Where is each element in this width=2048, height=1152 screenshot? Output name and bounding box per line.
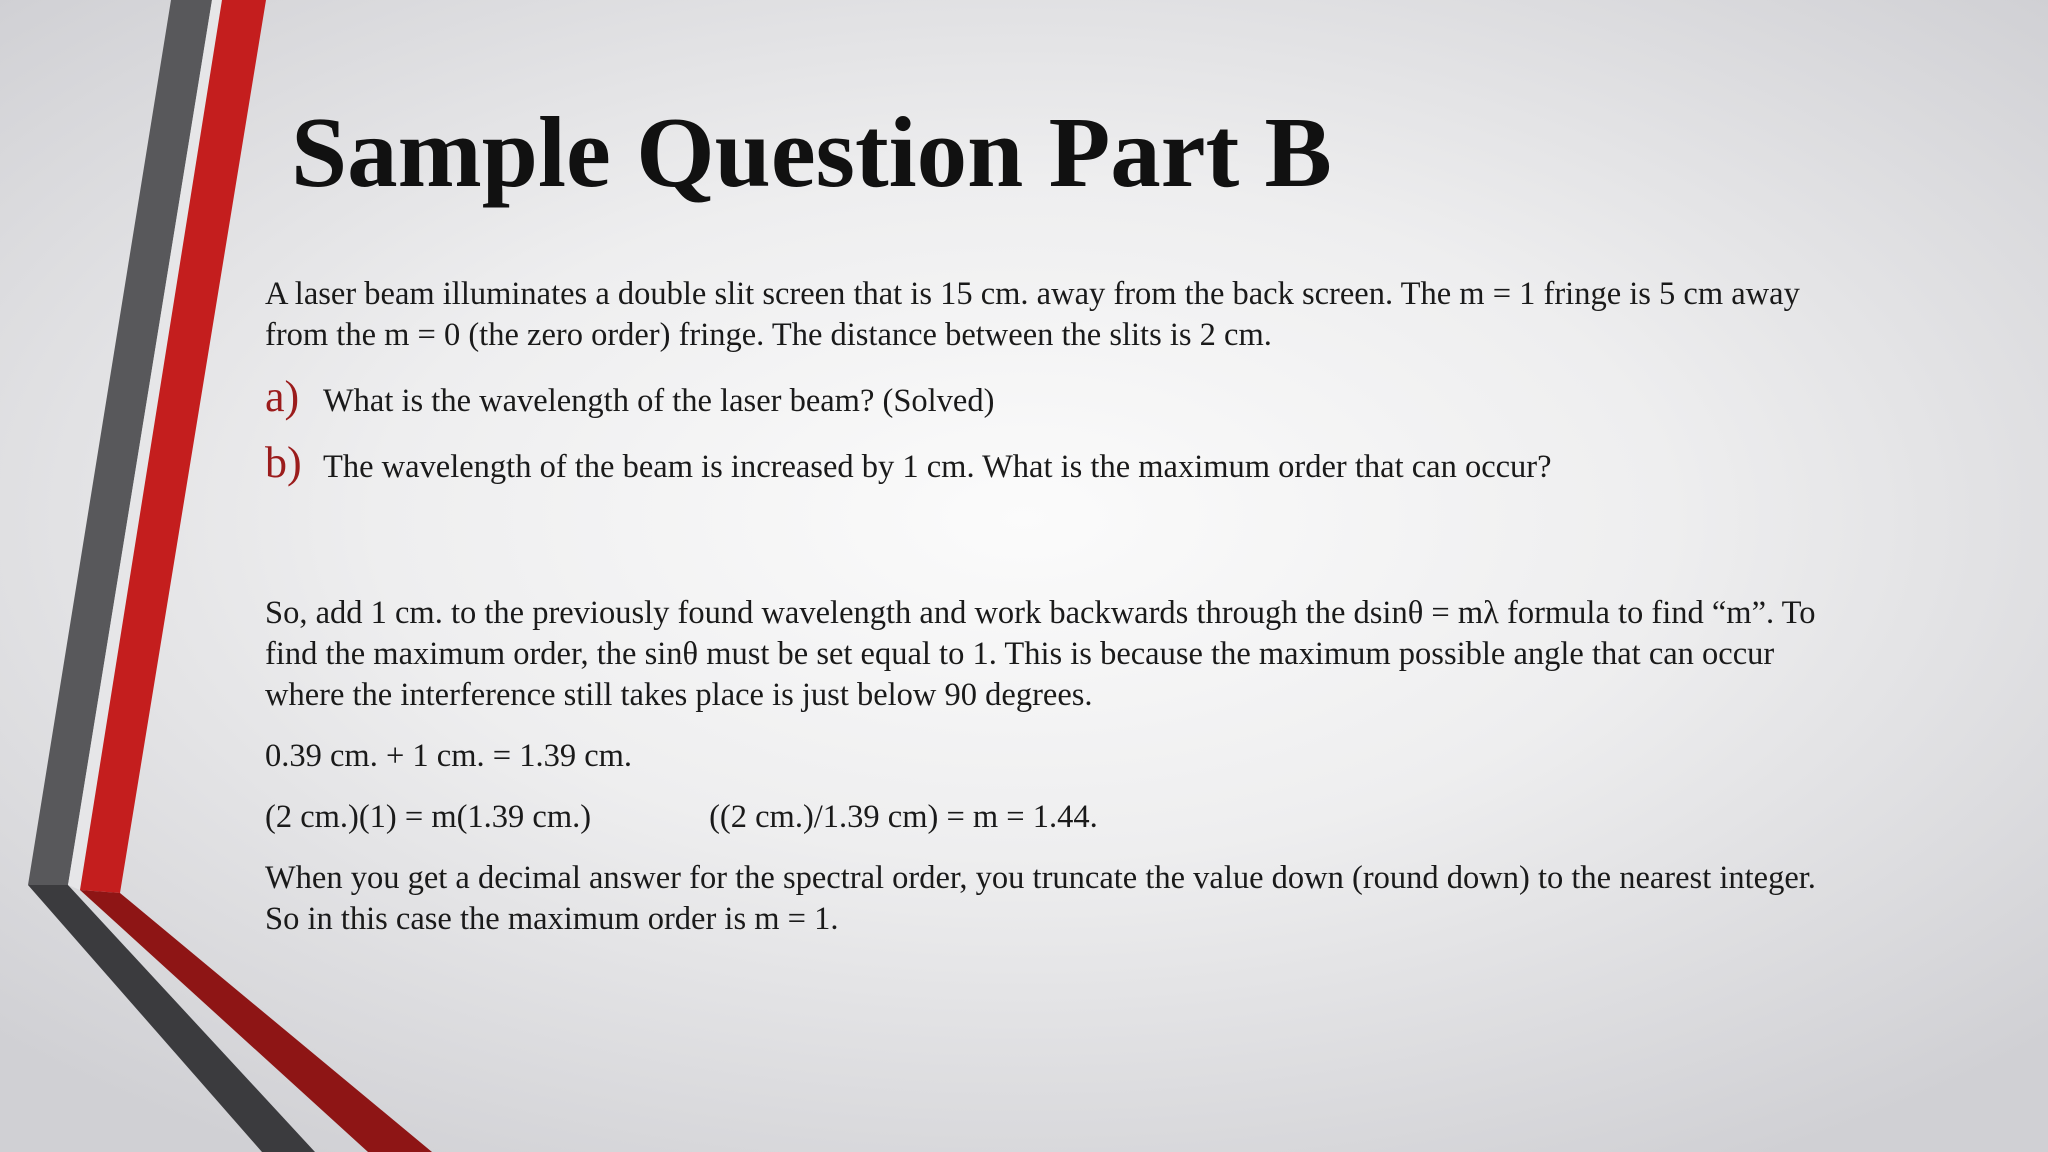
question-b-text: The wavelength of the beam is increased by 1 cm. What is the maximum order that can occur? [323,449,1552,485]
calculation-result: ((2 cm.)/1.39 cm) = m = 1.44. [709,799,1098,835]
question-a-text: What is the wavelength of the laser beam? (Solved) [323,383,995,419]
spacer [265,508,1915,593]
explanation-line-2: find the maximum order, the sinθ must be set equal to 1. This is because the maximum possible angle that can occur [265,636,1775,672]
question-b [265,438,1915,488]
explanation-line-1: So, add 1 cm. to the previously found wavelength and work backwards through the dsinθ = mλ formula to find “m”. To [265,595,1816,631]
explanation [265,593,1915,716]
slide-title: Sample Question Part B [291,96,1332,208]
calculation-row [265,797,1915,838]
light-separator [68,0,222,890]
question-a [265,372,1915,422]
question-a-marker: a) [265,372,300,421]
problem-statement [265,274,1915,356]
conclusion-line-1: When you get a decimal answer for the spectral order, you truncate the value down (round down) to the nearest integer. [265,860,1816,896]
explanation-line-3: where the interference still takes place is just below 90 degrees. [265,677,1093,713]
question-b-marker: b) [265,438,302,487]
slide-content [265,274,1915,960]
calculation-sum: 0.39 cm. + 1 cm. = 1.39 cm. [265,738,633,774]
calculation-equation: (2 cm.)(1) = m(1.39 cm.) [265,799,592,835]
conclusion-line-2: So in this case the maximum order is m = 1. [265,901,839,937]
problem-line-1: A laser beam illuminates a double slit screen that is 15 cm. away from the back screen. The m = 1 fringe is 5 cm away [265,276,1800,312]
conclusion [265,858,1915,940]
problem-line-2: from the m = 0 (the zero order) fringe. The distance between the slits is 2 cm. [265,317,1272,353]
